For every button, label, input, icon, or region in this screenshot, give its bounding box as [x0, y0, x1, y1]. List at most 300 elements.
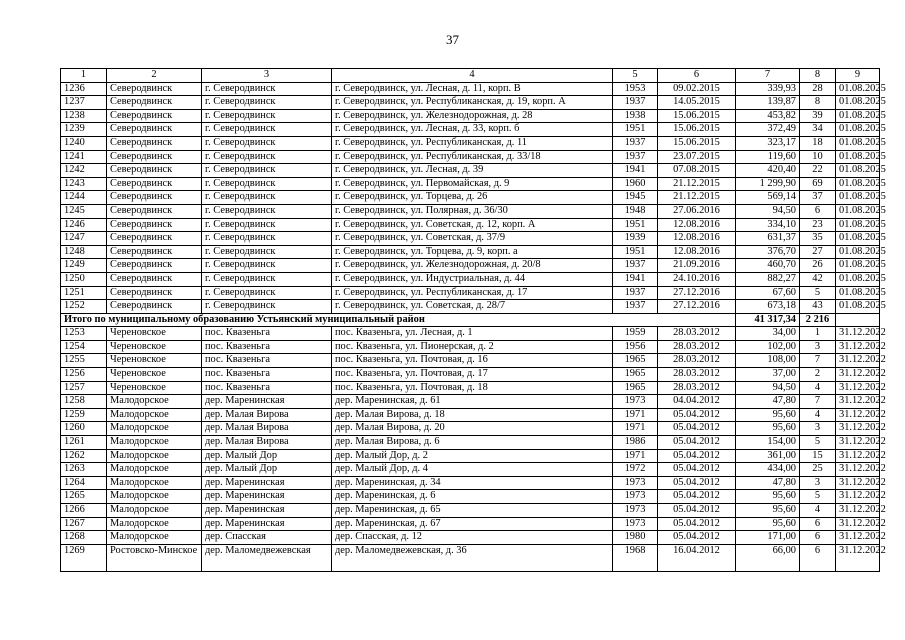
area-cell: 94,50	[736, 204, 800, 218]
municipality-cell: Северодвинск	[107, 177, 202, 191]
settlement-cell: дер. Маренинская	[202, 490, 332, 504]
settlement-cell: дер. Малый Дор	[202, 463, 332, 477]
date-recognized-cell: 21.12.2015	[658, 191, 736, 205]
date-recognized-cell: 04.04.2012	[658, 395, 736, 409]
header-row	[61, 69, 880, 83]
date-recognized-cell: 05.04.2012	[658, 476, 736, 490]
residents-cell: 43	[800, 300, 836, 314]
row-number-cell: 1252	[61, 300, 107, 314]
date-recognized-cell: 05.04.2012	[658, 436, 736, 450]
residents-cell: 15	[800, 449, 836, 463]
table-row	[61, 204, 880, 218]
address-cell: дер. Маренинская, д. 6	[332, 490, 613, 504]
residents-cell: 3	[800, 422, 836, 436]
year-built-cell: 1937	[613, 300, 658, 314]
table-row	[61, 476, 880, 490]
address-cell: пос. Квазеньга, ул. Почтовая, д. 16	[332, 354, 613, 368]
row-number-cell: 1245	[61, 204, 107, 218]
row-number-cell: 1256	[61, 368, 107, 382]
resettlement-deadline-cell: 31.12.2022	[836, 395, 880, 409]
year-built-cell: 1945	[613, 191, 658, 205]
area-cell: 119,60	[736, 150, 800, 164]
municipality-cell: Череновское	[107, 354, 202, 368]
row-number-cell: 1258	[61, 395, 107, 409]
area-cell: 171,00	[736, 531, 800, 545]
table-row	[61, 381, 880, 395]
address-cell: г. Северодвинск, ул. Торцева, д. 26	[332, 191, 613, 205]
address-cell: г. Северодвинск, ул. Первомайская, д. 9	[332, 177, 613, 191]
residents-cell: 42	[800, 272, 836, 286]
settlement-cell: дер. Маренинская	[202, 504, 332, 518]
area-cell: 47,80	[736, 395, 800, 409]
address-cell: пос. Квазеньга, ул. Пионерская, д. 2	[332, 340, 613, 354]
column-number: 8	[800, 69, 836, 83]
area-cell: 108,00	[736, 354, 800, 368]
table-row	[61, 531, 880, 545]
address-cell: г. Северодвинск, ул. Лесная, д. 39	[332, 164, 613, 178]
year-built-cell: 1951	[613, 218, 658, 232]
total-residents: 2 216	[800, 313, 836, 327]
resettlement-deadline-cell: 31.12.2022	[836, 327, 880, 341]
residents-cell: 4	[800, 381, 836, 395]
municipality-cell: Северодвинск	[107, 109, 202, 123]
residents-cell: 69	[800, 177, 836, 191]
address-cell: пос. Квазеньга, ул. Почтовая, д. 18	[332, 381, 613, 395]
table-row	[61, 490, 880, 504]
row-number-cell: 1236	[61, 82, 107, 96]
year-built-cell: 1972	[613, 463, 658, 477]
municipality-cell: Северодвинск	[107, 259, 202, 273]
date-recognized-cell: 28.03.2012	[658, 340, 736, 354]
year-built-cell: 1980	[613, 531, 658, 545]
resettlement-deadline-cell: 31.12.2022	[836, 544, 880, 571]
address-cell: г. Северодвинск, ул. Железнодорожная, д. 20/8	[332, 259, 613, 273]
resettlement-deadline-cell: 01.08.2025	[836, 177, 880, 191]
area-cell: 95,60	[736, 504, 800, 518]
settlement-cell: г. Северодвинск	[202, 177, 332, 191]
settlement-cell: пос. Квазеньга	[202, 327, 332, 341]
row-number-cell: 1244	[61, 191, 107, 205]
resettlement-deadline-cell: 31.12.2022	[836, 368, 880, 382]
table-row	[61, 544, 880, 571]
municipality-cell: Северодвинск	[107, 123, 202, 137]
resettlement-deadline-cell: 01.08.2025	[836, 232, 880, 246]
date-recognized-cell: 12.08.2016	[658, 232, 736, 246]
residents-cell: 7	[800, 395, 836, 409]
resettlement-deadline-cell: 31.12.2022	[836, 490, 880, 504]
date-recognized-cell: 23.07.2015	[658, 150, 736, 164]
area-cell: 1 299,90	[736, 177, 800, 191]
table-row	[61, 82, 880, 96]
residents-cell: 6	[800, 544, 836, 571]
address-cell: г. Северодвинск, ул. Торцева, д. 9, корп. а	[332, 245, 613, 259]
resettlement-deadline-cell: 31.12.2022	[836, 354, 880, 368]
resettlement-deadline-cell: 01.08.2025	[836, 245, 880, 259]
date-recognized-cell: 05.04.2012	[658, 408, 736, 422]
row-number-cell: 1247	[61, 232, 107, 246]
table-row	[61, 327, 880, 341]
total-row	[61, 313, 880, 327]
address-cell: г. Северодвинск, ул. Лесная, д. 33, корп. б	[332, 123, 613, 137]
resettlement-deadline-cell: 01.08.2025	[836, 150, 880, 164]
address-cell: г. Северодвинск, ул. Советская, д. 12, корп. А	[332, 218, 613, 232]
settlement-cell: г. Северодвинск	[202, 245, 332, 259]
settlement-cell: дер. Малая Вирова	[202, 436, 332, 450]
settlement-cell: дер. Маренинская	[202, 395, 332, 409]
row-number-cell: 1240	[61, 136, 107, 150]
settlement-cell: г. Северодвинск	[202, 82, 332, 96]
table-row	[61, 354, 880, 368]
resettlement-deadline-cell: 01.08.2025	[836, 123, 880, 137]
residents-cell: 8	[800, 96, 836, 110]
table-row	[61, 340, 880, 354]
table-row	[61, 436, 880, 450]
resettlement-deadline-cell: 01.08.2025	[836, 109, 880, 123]
date-recognized-cell: 15.06.2015	[658, 109, 736, 123]
year-built-cell: 1948	[613, 204, 658, 218]
row-number-cell: 1253	[61, 327, 107, 341]
municipality-cell: Малодорское	[107, 436, 202, 450]
year-built-cell: 1951	[613, 123, 658, 137]
settlement-cell: г. Северодвинск	[202, 96, 332, 110]
date-recognized-cell: 07.08.2015	[658, 164, 736, 178]
year-built-cell: 1968	[613, 544, 658, 571]
year-built-cell: 1965	[613, 381, 658, 395]
date-recognized-cell: 28.03.2012	[658, 381, 736, 395]
address-cell: дер. Малая Вирова, д. 20	[332, 422, 613, 436]
date-recognized-cell: 24.10.2016	[658, 272, 736, 286]
area-cell: 95,60	[736, 408, 800, 422]
municipality-cell: Северодвинск	[107, 191, 202, 205]
total-label: Итого по муниципальному образованию Устьянский муниципальный район	[61, 313, 736, 327]
table-row	[61, 136, 880, 150]
year-built-cell: 1973	[613, 504, 658, 518]
municipality-cell: Северодвинск	[107, 286, 202, 300]
table-row	[61, 164, 880, 178]
row-number-cell: 1267	[61, 517, 107, 531]
row-number-cell: 1254	[61, 340, 107, 354]
area-cell: 673,18	[736, 300, 800, 314]
row-number-cell: 1265	[61, 490, 107, 504]
residents-cell: 4	[800, 504, 836, 518]
area-cell: 460,70	[736, 259, 800, 273]
settlement-cell: пос. Квазеньга	[202, 340, 332, 354]
municipality-cell: Северодвинск	[107, 150, 202, 164]
address-cell: г. Северодвинск, ул. Лесная, д. 11, корп. В	[332, 82, 613, 96]
date-recognized-cell: 05.04.2012	[658, 517, 736, 531]
area-cell: 34,00	[736, 327, 800, 341]
row-number-cell: 1259	[61, 408, 107, 422]
date-recognized-cell: 15.06.2015	[658, 136, 736, 150]
resettlement-deadline-cell: 01.08.2025	[836, 218, 880, 232]
table-row	[61, 218, 880, 232]
address-cell: дер. Маренинская, д. 65	[332, 504, 613, 518]
year-built-cell: 1937	[613, 96, 658, 110]
year-built-cell: 1937	[613, 150, 658, 164]
settlement-cell: дер. Маренинская	[202, 517, 332, 531]
row-number-cell: 1268	[61, 531, 107, 545]
area-cell: 139,87	[736, 96, 800, 110]
date-recognized-cell: 05.04.2012	[658, 504, 736, 518]
municipality-cell: Малодорское	[107, 504, 202, 518]
row-number-cell: 1269	[61, 544, 107, 571]
municipality-cell: Ростовско-Минское	[107, 544, 202, 571]
municipality-cell: Северодвинск	[107, 164, 202, 178]
address-cell: пос. Квазеньга, ул. Лесная, д. 1	[332, 327, 613, 341]
column-number: 6	[658, 69, 736, 83]
settlement-cell: г. Северодвинск	[202, 232, 332, 246]
resettlement-deadline-cell: 01.08.2025	[836, 164, 880, 178]
settlement-cell: дер. Малый Дор	[202, 449, 332, 463]
residents-cell: 5	[800, 490, 836, 504]
area-cell: 882,27	[736, 272, 800, 286]
settlement-cell: г. Северодвинск	[202, 272, 332, 286]
resettlement-deadline-cell: 31.12.2022	[836, 422, 880, 436]
year-built-cell: 1941	[613, 272, 658, 286]
address-cell: г. Северодвинск, ул. Железнодорожная, д. 28	[332, 109, 613, 123]
municipality-cell: Северодвинск	[107, 96, 202, 110]
address-cell: г. Северодвинск, ул. Республиканская, д. 33/18	[332, 150, 613, 164]
area-cell: 434,00	[736, 463, 800, 477]
row-number-cell: 1243	[61, 177, 107, 191]
area-cell: 94,50	[736, 381, 800, 395]
municipality-cell: Череновское	[107, 381, 202, 395]
table-row	[61, 449, 880, 463]
residents-cell: 37	[800, 191, 836, 205]
row-number-cell: 1264	[61, 476, 107, 490]
area-cell: 67,60	[736, 286, 800, 300]
municipality-cell: Северодвинск	[107, 232, 202, 246]
area-cell: 102,00	[736, 340, 800, 354]
settlement-cell: пос. Квазеньга	[202, 368, 332, 382]
settlement-cell: дер. Малая Вирова	[202, 422, 332, 436]
residents-cell: 25	[800, 463, 836, 477]
municipality-cell: Малодорское	[107, 476, 202, 490]
table-body	[61, 69, 886, 572]
table-row	[61, 259, 880, 273]
municipality-cell: Северодвинск	[107, 136, 202, 150]
date-recognized-cell: 21.12.2015	[658, 177, 736, 191]
column-number: 7	[736, 69, 800, 83]
address-cell: пос. Квазеньга, ул. Почтовая, д. 17	[332, 368, 613, 382]
settlement-cell: дер. Маломедвежевская	[202, 544, 332, 571]
table-row	[61, 463, 880, 477]
address-cell: дер. Малый Дор, д. 2	[332, 449, 613, 463]
total-area: 41 317,34	[736, 313, 800, 327]
row-number-cell: 1246	[61, 218, 107, 232]
date-recognized-cell: 15.06.2015	[658, 123, 736, 137]
column-number: 1	[61, 69, 107, 83]
residents-cell: 3	[800, 476, 836, 490]
settlement-cell: г. Северодвинск	[202, 286, 332, 300]
resettlement-deadline-cell: 01.08.2025	[836, 136, 880, 150]
municipality-cell: Череновское	[107, 368, 202, 382]
address-cell: г. Северодвинск, ул. Полярная, д. 36/30	[332, 204, 613, 218]
municipality-cell: Малодорское	[107, 531, 202, 545]
year-built-cell: 1937	[613, 286, 658, 300]
resettlement-deadline-cell: 31.12.2022	[836, 517, 880, 531]
residents-cell: 34	[800, 123, 836, 137]
row-number-cell: 1260	[61, 422, 107, 436]
table-row	[61, 245, 880, 259]
settlement-cell: г. Северодвинск	[202, 150, 332, 164]
row-number-cell: 1239	[61, 123, 107, 137]
area-cell: 569,14	[736, 191, 800, 205]
year-built-cell: 1938	[613, 109, 658, 123]
table-row	[61, 272, 880, 286]
table-row	[61, 191, 880, 205]
municipality-cell: Северодвинск	[107, 272, 202, 286]
municipality-cell: Северодвинск	[107, 245, 202, 259]
date-recognized-cell: 21.09.2016	[658, 259, 736, 273]
date-recognized-cell: 09.02.2015	[658, 82, 736, 96]
address-cell: г. Северодвинск, ул. Республиканская, д. 17	[332, 286, 613, 300]
municipality-cell: Малодорское	[107, 490, 202, 504]
date-recognized-cell: 05.04.2012	[658, 449, 736, 463]
resettlement-deadline-cell: 31.12.2022	[836, 340, 880, 354]
address-cell: дер. Малая Вирова, д. 6	[332, 436, 613, 450]
resettlement-deadline-cell: 31.12.2022	[836, 463, 880, 477]
address-cell: дер. Малый Дор, д. 4	[332, 463, 613, 477]
area-cell: 95,60	[736, 422, 800, 436]
row-number-cell: 1257	[61, 381, 107, 395]
column-number: 3	[202, 69, 332, 83]
year-built-cell: 1971	[613, 449, 658, 463]
area-cell: 372,49	[736, 123, 800, 137]
year-built-cell: 1956	[613, 340, 658, 354]
settlement-cell: г. Северодвинск	[202, 123, 332, 137]
date-recognized-cell: 14.05.2015	[658, 96, 736, 110]
year-built-cell: 1971	[613, 408, 658, 422]
residents-cell: 1	[800, 327, 836, 341]
row-number-cell: 1262	[61, 449, 107, 463]
resettlement-deadline-cell: 01.08.2025	[836, 286, 880, 300]
settlement-cell: г. Северодвинск	[202, 259, 332, 273]
residents-cell: 6	[800, 531, 836, 545]
municipality-cell: Малодорское	[107, 408, 202, 422]
municipality-cell: Малодорское	[107, 449, 202, 463]
table-row	[61, 368, 880, 382]
municipality-cell: Северодвинск	[107, 218, 202, 232]
resettlement-deadline-cell: 01.08.2025	[836, 96, 880, 110]
resettlement-deadline-cell: 01.08.2025	[836, 82, 880, 96]
resettlement-deadline-cell: 01.08.2025	[836, 204, 880, 218]
resettlement-deadline-cell: 01.08.2025	[836, 272, 880, 286]
table-row	[61, 232, 880, 246]
year-built-cell: 1939	[613, 232, 658, 246]
municipality-cell: Северодвинск	[107, 300, 202, 314]
settlement-cell: г. Северодвинск	[202, 109, 332, 123]
year-built-cell: 1937	[613, 136, 658, 150]
address-cell: г. Северодвинск, ул. Советская, д. 28/7	[332, 300, 613, 314]
address-cell: г. Северодвинск, ул. Советская, д. 37/9	[332, 232, 613, 246]
residents-cell: 7	[800, 354, 836, 368]
area-cell: 323,17	[736, 136, 800, 150]
residents-cell: 10	[800, 150, 836, 164]
column-number: 4	[332, 69, 613, 83]
residents-cell: 35	[800, 232, 836, 246]
year-built-cell: 1973	[613, 517, 658, 531]
residents-cell: 18	[800, 136, 836, 150]
residents-cell: 2	[800, 368, 836, 382]
area-cell: 339,93	[736, 82, 800, 96]
residents-cell: 6	[800, 517, 836, 531]
table-row	[61, 504, 880, 518]
municipality-cell: Северодвинск	[107, 82, 202, 96]
row-number-cell: 1251	[61, 286, 107, 300]
residents-cell: 4	[800, 408, 836, 422]
date-recognized-cell: 28.03.2012	[658, 354, 736, 368]
settlement-cell: дер. Спасская	[202, 531, 332, 545]
resettlement-deadline-cell: 01.08.2025	[836, 300, 880, 314]
resettlement-deadline-cell: 01.08.2025	[836, 259, 880, 273]
settlement-cell: г. Северодвинск	[202, 300, 332, 314]
date-recognized-cell: 27.12.2016	[658, 286, 736, 300]
table-row	[61, 517, 880, 531]
table-row	[61, 300, 880, 314]
row-number-cell: 1241	[61, 150, 107, 164]
municipality-cell: Малодорское	[107, 517, 202, 531]
area-cell: 361,00	[736, 449, 800, 463]
area-cell: 95,60	[736, 490, 800, 504]
area-cell: 37,00	[736, 368, 800, 382]
resettlement-deadline-cell: 31.12.2022	[836, 476, 880, 490]
residents-cell: 28	[800, 82, 836, 96]
settlement-cell: дер. Малая Вирова	[202, 408, 332, 422]
residents-cell: 22	[800, 164, 836, 178]
row-number-cell: 1255	[61, 354, 107, 368]
resettlement-deadline-cell: 31.12.2022	[836, 531, 880, 545]
settlement-cell: пос. Квазеньга	[202, 354, 332, 368]
row-number-cell: 1261	[61, 436, 107, 450]
area-cell: 47,80	[736, 476, 800, 490]
year-built-cell: 1965	[613, 368, 658, 382]
table-row	[61, 96, 880, 110]
municipality-cell: Череновское	[107, 340, 202, 354]
column-number: 5	[613, 69, 658, 83]
date-recognized-cell: 28.03.2012	[658, 327, 736, 341]
row-number-cell: 1249	[61, 259, 107, 273]
address-cell: дер. Маренинская, д. 61	[332, 395, 613, 409]
row-number-cell: 1263	[61, 463, 107, 477]
year-built-cell: 1973	[613, 476, 658, 490]
residents-cell: 39	[800, 109, 836, 123]
housing-register-table	[60, 68, 886, 572]
resettlement-deadline-cell: 31.12.2022	[836, 504, 880, 518]
settlement-cell: г. Северодвинск	[202, 164, 332, 178]
year-built-cell: 1951	[613, 245, 658, 259]
residents-cell: 5	[800, 436, 836, 450]
area-cell: 66,00	[736, 544, 800, 571]
address-cell: дер. Спасская, д. 12	[332, 531, 613, 545]
date-recognized-cell: 12.08.2016	[658, 218, 736, 232]
settlement-cell: г. Северодвинск	[202, 191, 332, 205]
row-number-cell: 1266	[61, 504, 107, 518]
column-number: 2	[107, 69, 202, 83]
area-cell: 631,37	[736, 232, 800, 246]
total-empty-cell	[836, 313, 880, 327]
date-recognized-cell: 12.08.2016	[658, 245, 736, 259]
year-built-cell: 1986	[613, 436, 658, 450]
year-built-cell: 1973	[613, 395, 658, 409]
date-recognized-cell: 05.04.2012	[658, 463, 736, 477]
resettlement-deadline-cell: 31.12.2022	[836, 381, 880, 395]
area-cell: 376,70	[736, 245, 800, 259]
table-row	[61, 123, 880, 137]
resettlement-deadline-cell: 01.08.2025	[836, 191, 880, 205]
date-recognized-cell: 05.04.2012	[658, 531, 736, 545]
date-recognized-cell: 16.04.2012	[658, 544, 736, 571]
